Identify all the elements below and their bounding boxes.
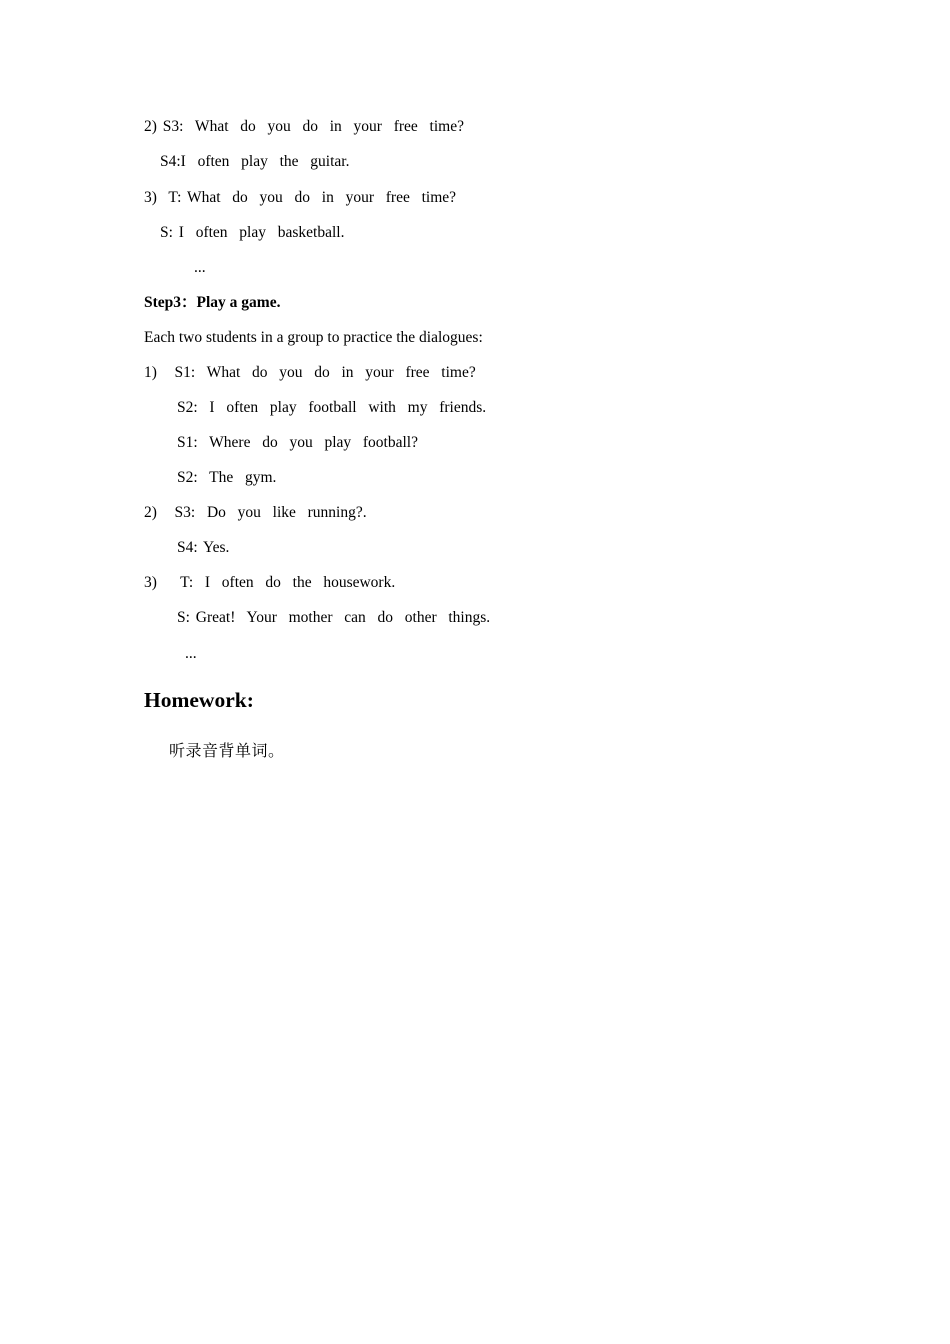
dialogue-line: 2) S3: Do you like running?.: [144, 504, 367, 521]
step-heading: Step3：Play a game.: [144, 294, 281, 311]
dialogue-line: S2: I often play football with my friends.: [177, 399, 487, 416]
dialogue-line: 3) T: What do you do in your free time?: [144, 189, 457, 206]
dialogue-line: 1) S1: What do you do in your free time?: [144, 364, 476, 381]
dialogue-line: S: I often play basketball.: [160, 224, 345, 241]
dialogue-line: S4:I often play the guitar.: [160, 153, 350, 170]
dialogue-line: 3) T: I often do the housework.: [144, 574, 396, 591]
homework-text: 听录音背单词。: [169, 741, 285, 760]
dialogue-line: S: Great! Your mother can do other things.: [177, 609, 491, 626]
ellipsis: ...: [185, 645, 197, 662]
dialogue-line: S4: Yes.: [177, 539, 230, 556]
dialogue-line: S2: The gym.: [177, 469, 277, 486]
homework-heading: Homework:: [144, 688, 254, 712]
instruction-text: Each two students in a group to practice the dialogues:: [144, 329, 483, 346]
dialogue-line: 2) S3: What do you do in your free time?: [144, 118, 464, 135]
dialogue-line: S1: Where do you play football?: [177, 434, 418, 451]
ellipsis: ...: [194, 259, 206, 276]
